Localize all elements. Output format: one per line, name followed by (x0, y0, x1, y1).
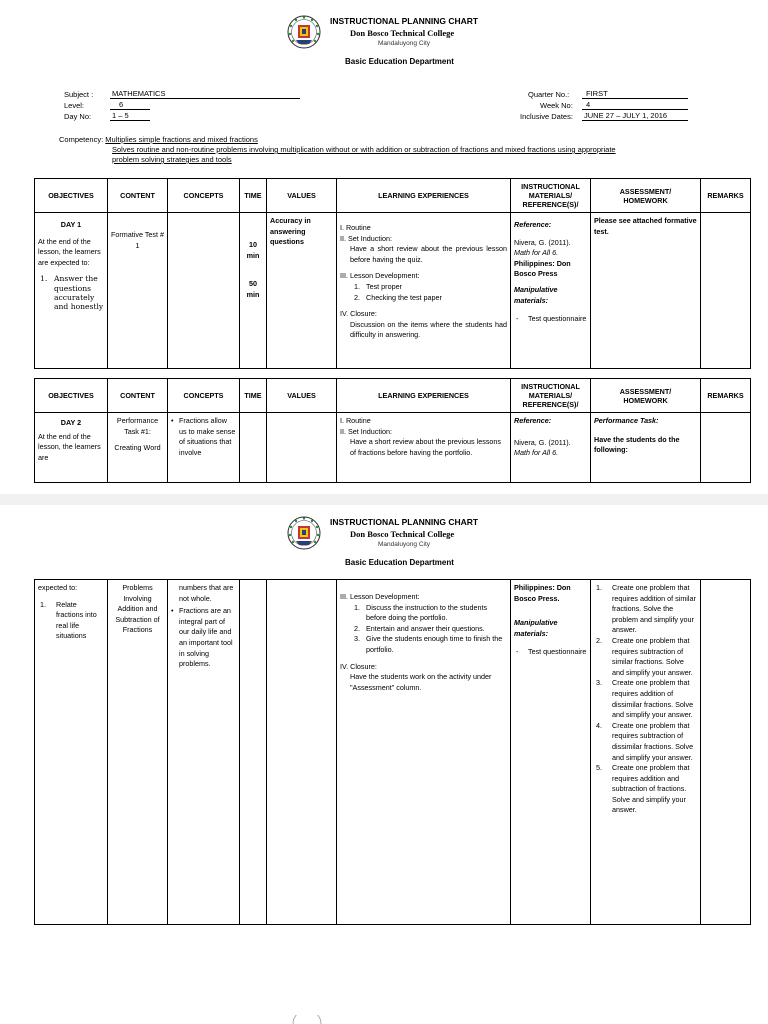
col-content: CONTENT (108, 379, 168, 413)
day2-learning-cell (337, 413, 511, 483)
task-2-text: Create one problem that requires subtraction of similar fractions. Solve and simplify your answer. (612, 635, 693, 677)
col-concepts: CONCEPTS (168, 379, 240, 413)
day2-remarks-cell (701, 580, 751, 925)
page-header (0, 516, 768, 576)
day2-values-cell (267, 580, 337, 925)
week-value: 4 (582, 100, 688, 110)
col-assessment-line-2: HOMEWORK (623, 395, 668, 405)
col-materials-line-2: MATERIALS/ (528, 191, 573, 200)
col-materials-line-2: MATERIALS/ (528, 391, 573, 400)
day2-objective-intro: At the end of the lesson, the learners are (38, 431, 101, 462)
day1-objective-item (38, 274, 104, 311)
task-4-num: 4. (596, 720, 602, 730)
day-1-plan-table (34, 178, 751, 369)
day2-concepts-cell (168, 413, 240, 483)
level-label: Level: (64, 101, 85, 110)
day1-manipulative-label: Manipulative materials: (514, 284, 558, 305)
day2-assessment-text: Have the students do the following: (594, 434, 680, 455)
day-2-plan-table-part-1 (34, 378, 751, 483)
col-materials-line-1: INSTRUCTIONAL (521, 382, 580, 391)
day2-le-step-1-text: Discuss the instruction to the students before doing the portfolio. (366, 602, 488, 623)
day1-label: DAY 1 (60, 220, 82, 229)
day2-le-development: III. Lesson Development: (340, 592, 420, 601)
chart-title: INSTRUCTIONAL PLANNING CHART (330, 16, 479, 26)
day1-materials-cell (511, 213, 591, 369)
day1-assessment-cell (591, 213, 701, 369)
day2-time-cell (240, 413, 267, 483)
col-remarks: REMARKS (701, 179, 751, 213)
day2-le-step-1 (340, 603, 507, 624)
day1-objective-intro: At the end of the lesson, the learners are expected to: (38, 236, 101, 267)
col-materials (511, 179, 591, 213)
day1-content-cell (108, 213, 168, 369)
day1-le-routine: I. Routine (340, 223, 371, 232)
day2-concept-cont: numbers that are not whole. (179, 583, 234, 603)
day1-concepts-cell (168, 213, 240, 369)
day1-reference-publisher: Philippines: Don Bosco Press (514, 258, 571, 279)
table-header-row (35, 179, 751, 213)
day1-objective-num: 1. (40, 274, 48, 284)
day2-le-step-2-text: Entertain and answer their questions. (366, 623, 485, 633)
school-city: Mandaluyong City (378, 40, 431, 47)
subject-value: MATHEMATICS (110, 89, 300, 99)
col-materials-line-3: REFERENCE(S)/ (522, 400, 579, 409)
day2-le-step-3 (340, 634, 507, 655)
day2-manipulative-dash: - (516, 647, 519, 657)
day2-label: DAY 2 (60, 418, 82, 427)
day2-content-cell (108, 580, 168, 925)
day2-content-cell (108, 413, 168, 483)
day2-manipulative-label: Manipulative materials: (514, 618, 558, 638)
document-page-2 (0, 505, 768, 1024)
day1-time-2: 50 min (246, 279, 260, 299)
school-name: Don Bosco Technical College (350, 28, 455, 38)
day1-time-1: 10 min (246, 240, 260, 260)
school-seal-icon (287, 15, 321, 49)
col-materials-line-3: REFERENCE(S)/ (522, 200, 579, 209)
day2-assessment-cell (591, 413, 701, 483)
day2-reference-publisher: Philippines: Don Bosco Press. (514, 583, 571, 603)
day2-manipulative-text: Test questionnaire (528, 647, 587, 657)
col-assessment-line-1: ASSESSMENT/ (619, 386, 672, 396)
day-value: 1 – 5 (110, 111, 150, 121)
day1-le-step-2-num: 2. (354, 292, 360, 302)
day2-le-step-3-num: 3. (354, 634, 360, 644)
day2-manipulative-item (514, 647, 587, 658)
page-break (0, 494, 768, 505)
day2-le-closure-text: Have the students work on the activity under "Assessment" column. (350, 672, 492, 692)
day-2-plan-table-part-2 (34, 579, 751, 925)
day2-le-closure: IV. Closure: (340, 661, 377, 671)
day1-content: Formative Test # 1 (111, 230, 164, 250)
task-4-text: Create one problem that requires subtraction of dissimilar fractions. Solve and simplify your answer. (612, 720, 694, 762)
day2-le-step-2-num: 2. (354, 623, 360, 633)
task-3-num: 3. (596, 678, 602, 688)
col-objectives: OBJECTIVES (35, 179, 108, 213)
task-3-text: Create one problem that requires addition of dissimilar fractions. Solve and simplify your answer. (612, 678, 694, 720)
dates-value: JUNE 27 – JULY 1, 2016 (582, 111, 688, 121)
day1-values: Accuracy in answering questions (270, 216, 311, 247)
day2-objectives-cell (35, 580, 108, 925)
day2-le-step-3-text: Give the students enough time to finish the portfolio. (366, 634, 503, 654)
col-assessment-line-1: ASSESSMENT/ (619, 186, 672, 196)
col-remarks: REMARKS (701, 379, 751, 413)
day1-reference-label: Reference: (514, 220, 552, 229)
col-time: TIME (240, 379, 267, 413)
day2-reference-author: Nivera, G. (2011). (514, 437, 571, 447)
school-city: Mandaluyong City (378, 541, 431, 548)
school-seal-icon (287, 516, 321, 550)
task-item (594, 721, 697, 763)
day1-le-induction-text: Have a short review about the previous lesson before having the quiz. (350, 244, 507, 264)
col-learning: LEARNING EXPERIENCES (337, 379, 511, 413)
day1-values-cell (267, 213, 337, 369)
table-header-row (35, 379, 751, 413)
task-2-num: 2. (596, 635, 602, 645)
day1-objective-text: Answer the questions accurately and honestly (54, 274, 104, 311)
task-item (594, 583, 697, 636)
day2-content-2: Creating Word (114, 443, 161, 453)
col-objectives: OBJECTIVES (35, 379, 108, 413)
day2-remarks-cell (701, 413, 751, 483)
col-content: CONTENT (108, 179, 168, 213)
day1-le-induction: II. Set Induction: (340, 233, 392, 243)
day1-objectives-cell (35, 213, 108, 369)
day2-content-cont: Problems Involving Addition and Subtraction of Fractions (115, 583, 160, 635)
day1-le-step-1-num: 1. (354, 281, 360, 291)
day1-manipulative-item (514, 314, 587, 325)
col-learning: LEARNING EXPERIENCES (337, 179, 511, 213)
day2-objective-num: 1. (40, 599, 46, 609)
day2-concept: • Fractions allow us to make sense of situations that involve (171, 416, 236, 458)
quarter-value: FIRST (582, 89, 688, 99)
day2-le-induction: II. Set Induction: (340, 426, 392, 436)
day1-le-step-2 (340, 293, 507, 304)
level-value: 6 (110, 100, 150, 110)
table-row (35, 413, 751, 483)
day1-manipulative-dash: - (516, 314, 519, 324)
task-1-num: 1. (596, 583, 602, 592)
day2-reference-label: Reference: (514, 416, 552, 425)
day2-objective-item (38, 600, 104, 642)
day1-le-step-2-text: Checking the test paper (366, 292, 442, 302)
competency-block (59, 135, 739, 165)
table-row (35, 580, 751, 925)
day2-time-cell (240, 580, 267, 925)
task-item (594, 636, 697, 678)
competency-line-2: Solves routine and non-routine problems involving multiplication without or with addition or subtraction of fractions and mixed fractions using appropriate (112, 145, 616, 154)
day2-content-1: Performance Task #1: (116, 416, 159, 436)
col-values: VALUES (267, 179, 337, 213)
department-name: Basic Education Department (345, 57, 454, 66)
day2-materials-cell (511, 580, 591, 925)
day2-concepts-cell (168, 580, 240, 925)
day1-le-step-1-text: Test proper (366, 281, 402, 291)
day1-manipulative-text: Test questionnaire (528, 314, 587, 324)
next-page-seal-icon (290, 1015, 324, 1024)
day2-assessment-cell (591, 580, 701, 925)
day2-le-step-2 (340, 624, 507, 635)
day2-reference-title: Math for All 6. (514, 448, 559, 458)
quarter-label: Quarter No.: (528, 90, 570, 99)
day1-time-cell (240, 213, 267, 369)
day-label: Day No: (64, 112, 92, 121)
dates-label: Inclusive Dates: (520, 112, 573, 121)
task-5-text: Create one problem that requires addition and subtraction of fractions. Solve and simplify your answer. (612, 763, 690, 815)
competency-label: Competency: (59, 135, 104, 144)
day2-concept-2: • Fractions are an integral part of our daily life and an important tool in solving problems. (171, 606, 236, 670)
col-materials (511, 379, 591, 413)
department-name: Basic Education Department (345, 558, 454, 567)
day2-assessment-label: Performance Task: (594, 416, 659, 425)
col-materials-line-1: INSTRUCTIONAL (521, 182, 580, 191)
day1-learning-cell (337, 213, 511, 369)
week-label: Week No: (540, 101, 573, 110)
day1-remarks-cell (701, 213, 751, 369)
day2-le-step-1-num: 1. (354, 602, 360, 612)
col-concepts: CONCEPTS (168, 179, 240, 213)
subject-label: Subject : (64, 90, 94, 99)
day1-le-step-1 (340, 282, 507, 293)
col-assessment (591, 179, 701, 213)
day2-le-induction-text: Have a short review about the previous lessons of fractions before having the portfolio. (350, 437, 502, 457)
page-header (0, 15, 768, 75)
day2-learning-cell (337, 580, 511, 925)
col-assessment (591, 379, 701, 413)
day2-objective-intro-cont: expected to: (38, 583, 78, 592)
task-item (594, 763, 697, 816)
day2-values-cell (267, 413, 337, 483)
day1-reference-author: Nivera, G. (2011). (514, 237, 571, 247)
day2-le-routine: I. Routine (340, 416, 371, 425)
competency-line-3: problem solving strategies and tools (112, 155, 232, 164)
task-5-num: 5. (596, 763, 602, 773)
table-row (35, 213, 751, 369)
document-page-1 (0, 0, 768, 494)
day2-objectives-cell (35, 413, 108, 483)
school-name: Don Bosco Technical College (350, 529, 455, 539)
task-item (594, 678, 697, 720)
day1-reference-title: Math for All 6. (514, 248, 559, 258)
chart-title: INSTRUCTIONAL PLANNING CHART (330, 517, 479, 527)
day2-materials-cell (511, 413, 591, 483)
col-time: TIME (240, 179, 267, 213)
day1-le-closure-text: Discussion on the items where the students had difficulty in answering. (350, 319, 507, 340)
day1-assessment: Please see attached formative test. (594, 216, 697, 236)
col-values: VALUES (267, 379, 337, 413)
competency-line-1: Multiplies simple fractions and mixed fractions (105, 135, 258, 144)
task-1-text: Create one problem that requires addition of similar fractions. Solve the problem and simplify your answer. (612, 583, 696, 635)
day1-le-development: III. Lesson Development: (340, 271, 420, 281)
col-assessment-line-2: HOMEWORK (623, 195, 668, 205)
day1-le-closure: IV. Closure: (340, 309, 377, 319)
day2-objective-text: Relate fractions into real life situations (56, 599, 97, 641)
